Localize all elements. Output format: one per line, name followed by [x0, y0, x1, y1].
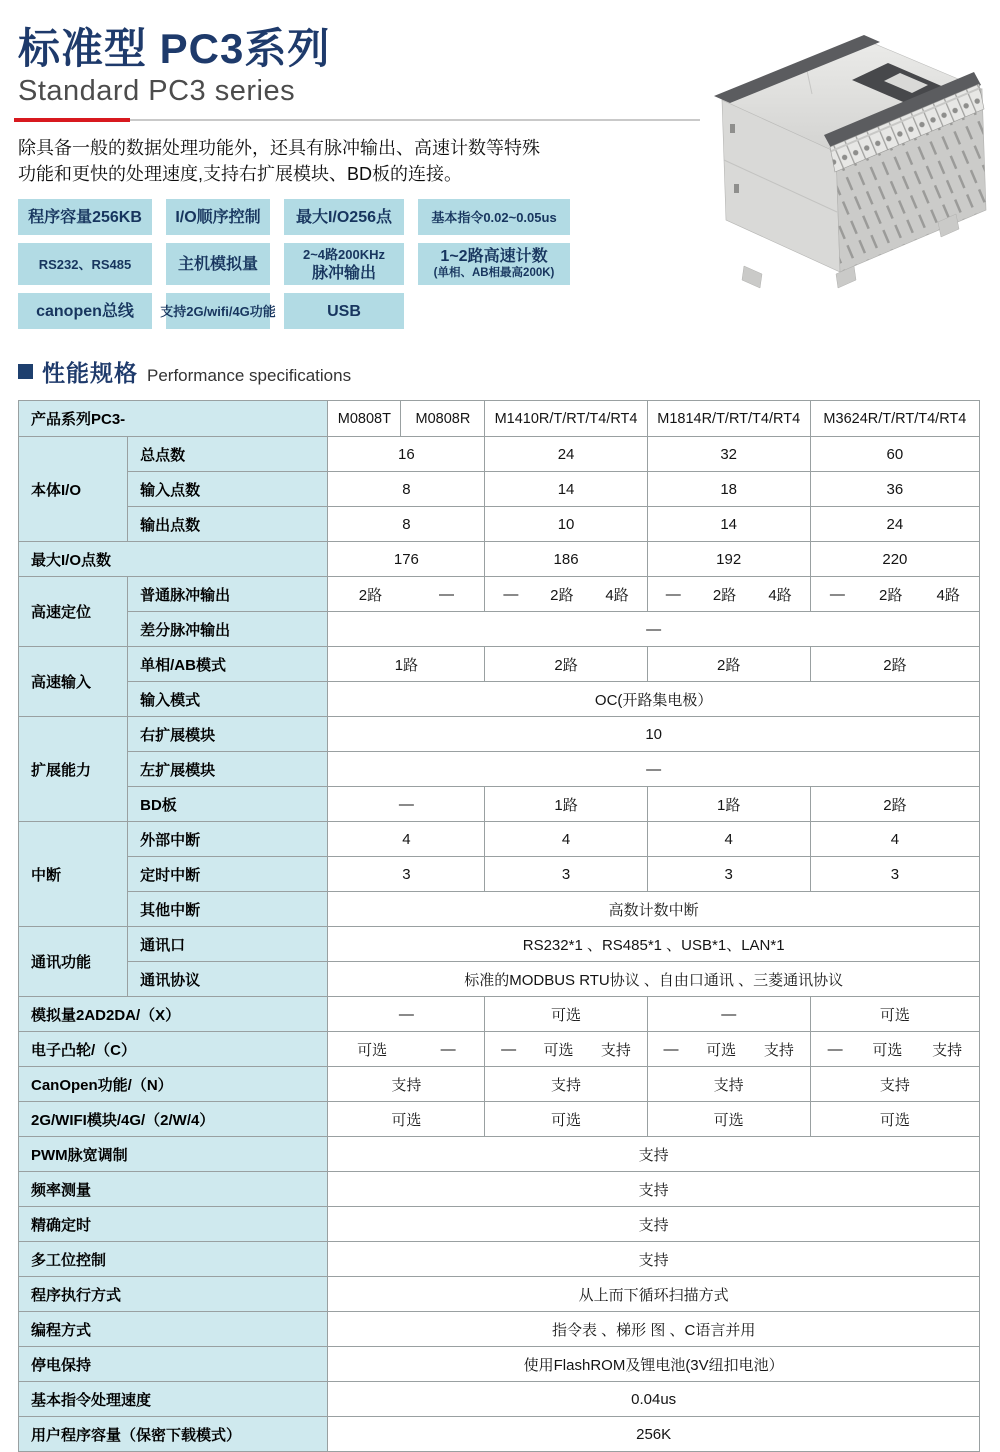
feature-badge-label: USB: [327, 302, 361, 320]
spec-value-cell: 从上而下循环扫描方式: [328, 1277, 980, 1312]
spec-value-cell: —: [647, 997, 810, 1032]
feature-badges: [18, 199, 593, 329]
spec-category-cell: 高速定位: [19, 577, 128, 647]
feature-badge: [160, 293, 276, 329]
spec-value-cell: 2路: [810, 647, 979, 682]
spec-value-cell: 支持: [328, 1242, 980, 1277]
spec-item-cell: 停电保持: [19, 1347, 328, 1382]
spec-item-cell: 单相/AB模式: [128, 647, 328, 682]
feature-badge-label: RS232、RS485: [38, 256, 132, 272]
spec-value-cell: 8: [328, 507, 485, 542]
section-title-en: Performance specifications: [147, 366, 352, 385]
spec-row: [19, 1242, 980, 1277]
feature-badge-label: I/O顺序控制: [175, 208, 261, 226]
spec-item-cell: 模拟量2AD2DA/（X）: [19, 997, 328, 1032]
product-description-line1: 除具备一般的数据处理功能外，还具有脉冲输出、高速计数等特殊: [18, 138, 540, 158]
spec-item-cell: 输出点数: [128, 507, 328, 542]
spec-category-cell: 本体I/O: [19, 437, 128, 542]
spec-row: [19, 612, 980, 647]
spec-value-cell: [810, 1032, 979, 1067]
spec-sub-value: 可选: [872, 1041, 903, 1059]
spec-sub-value: —: [503, 585, 519, 603]
spec-item-cell: 最大I/O点数: [19, 542, 328, 577]
feature-badge-label: 基本指令0.02~0.05us: [431, 209, 557, 225]
spec-model-cell: M0808T: [328, 401, 401, 437]
feature-badge: [166, 243, 270, 285]
spec-sub-value: 可选: [706, 1041, 737, 1059]
spec-value-cell: [328, 1032, 485, 1067]
spec-row: [19, 507, 980, 542]
spec-sub-value: 支持: [600, 1041, 631, 1059]
spec-sub-value: 2路: [879, 586, 903, 604]
spec-value-cell: 4: [328, 822, 485, 857]
spec-sub-value: —: [663, 1040, 679, 1058]
spec-value-cell: 支持: [328, 1207, 980, 1242]
feature-badge: [166, 199, 270, 235]
spec-category-cell: 扩展能力: [19, 717, 128, 822]
spec-value-cell: 192: [647, 542, 810, 577]
spec-item-cell: 程序执行方式: [19, 1277, 328, 1312]
spec-row: [19, 1347, 980, 1382]
spec-item-cell: 用户程序容量（保密下载模式）: [19, 1417, 328, 1452]
spec-value-cell: —: [328, 787, 485, 822]
feature-badge-label: 1~2路高速计数: [440, 248, 548, 265]
spec-row: [19, 857, 980, 892]
spec-row: [19, 1137, 980, 1172]
feature-badge-label: 程序容量256KB: [28, 208, 142, 226]
spec-sub-value: —: [440, 1040, 456, 1058]
spec-item-cell: 通讯协议: [128, 962, 328, 997]
spec-item-cell: 2G/WIFI模块/4G/（2/W/4）: [19, 1102, 328, 1137]
spec-value-cell: 支持: [328, 1067, 485, 1102]
spec-value-cell: 4: [485, 822, 647, 857]
spec-item-cell: 多工位控制: [19, 1242, 328, 1277]
spec-value-cell: 使用FlashROM及锂电池(3V纽扣电池）: [328, 1347, 980, 1382]
feature-badge-label: 最大I/O256点: [295, 208, 393, 226]
spec-value-cell: 8: [328, 472, 485, 507]
spec-row: [19, 577, 980, 612]
feature-badge-label: (单相、AB相最高200K): [433, 267, 555, 279]
spec-row: [19, 1277, 980, 1312]
spec-row: [19, 1032, 980, 1067]
spec-row: [19, 892, 980, 927]
spec-value-cell: 2路: [647, 647, 810, 682]
spec-row: [19, 437, 980, 472]
spec-value-cell: [647, 1032, 810, 1067]
spec-value-cell: 可选: [810, 1102, 979, 1137]
spec-row: [19, 787, 980, 822]
spec-value-cell: 60: [810, 437, 979, 472]
spec-item-cell: 差分脉冲输出: [128, 612, 328, 647]
feature-badge: [18, 293, 152, 329]
feature-badge-label: 主机模拟量: [177, 255, 258, 273]
spec-sub-value: 可选: [543, 1041, 574, 1059]
spec-sub-value: —: [665, 585, 681, 603]
spec-item-cell: 外部中断: [128, 822, 328, 857]
spec-value-cell: 186: [485, 542, 647, 577]
spec-item-cell: CanOpen功能/（N）: [19, 1067, 328, 1102]
badge-row: [18, 293, 593, 329]
spec-value-cell: 16: [328, 437, 485, 472]
spec-sub-value: —: [438, 585, 454, 603]
spec-sub-value: 2路: [358, 586, 383, 604]
spec-model-cell: M1410R/T/RT/T4/RT4: [485, 401, 647, 437]
spec-value-cell: 可选: [328, 1102, 485, 1137]
spec-table: [18, 400, 980, 1452]
spec-row: [19, 997, 980, 1032]
spec-value-cell: 可选: [647, 1102, 810, 1137]
spec-value-cell: 176: [328, 542, 485, 577]
spec-value-cell: 支持: [647, 1067, 810, 1102]
spec-row: [19, 1312, 980, 1347]
spec-value-cell: 标准的MODBUS RTU协议 、自由口通讯 、三菱通讯协议: [328, 962, 980, 997]
spec-value-cell: OC(开路集电极）: [328, 682, 980, 717]
spec-header-row: [19, 401, 980, 437]
spec-category-cell: 中断: [19, 822, 128, 927]
feature-badge: [284, 199, 404, 235]
spec-row: [19, 752, 980, 787]
spec-value-cell: 2路: [485, 647, 647, 682]
spec-sub-value: —: [827, 1040, 843, 1058]
spec-value-cell: [485, 577, 647, 612]
spec-row: [19, 962, 980, 997]
spec-row: [19, 472, 980, 507]
spec-row: [19, 717, 980, 752]
spec-item-cell: 右扩展模块: [128, 717, 328, 752]
spec-value-cell: 3: [810, 857, 979, 892]
spec-value-cell: [647, 577, 810, 612]
spec-row: [19, 647, 980, 682]
spec-item-cell: PWM脉宽调制: [19, 1137, 328, 1172]
spec-item-cell: 精确定时: [19, 1207, 328, 1242]
page-title: 标准型 PC3系列: [18, 25, 331, 72]
spec-item-cell: BD板: [128, 787, 328, 822]
spec-value-cell: 0.04us: [328, 1382, 980, 1417]
spec-value-cell: 3: [328, 857, 485, 892]
spec-sub-value: 2路: [550, 586, 574, 604]
spec-value-cell: [328, 577, 485, 612]
spec-value-cell: 高数计数中断: [328, 892, 980, 927]
spec-model-cell: M3624R/T/RT/T4/RT4: [810, 401, 979, 437]
spec-value-cell: 24: [485, 437, 647, 472]
feature-badge-label: 支持2G/wifi/4G功能: [160, 303, 276, 319]
spec-row: [19, 822, 980, 857]
spec-model-cell: M0808R: [401, 401, 485, 437]
spec-value-cell: 3: [485, 857, 647, 892]
spec-sub-value: 4路: [936, 586, 960, 604]
spec-value-cell: 32: [647, 437, 810, 472]
spec-row: [19, 927, 980, 962]
spec-sub-value: 2路: [712, 586, 737, 604]
spec-value-cell: 指令表 、梯形 图 、C语言并用: [328, 1312, 980, 1347]
spec-item-cell: 基本指令处理速度: [19, 1382, 328, 1417]
spec-value-cell: 支持: [810, 1067, 979, 1102]
spec-value-cell: 支持: [485, 1067, 647, 1102]
feature-badge: [18, 199, 152, 235]
spec-row: [19, 1067, 980, 1102]
feature-badge: [418, 243, 570, 285]
spec-value-cell: 可选: [485, 997, 647, 1032]
spec-value-cell: 1路: [328, 647, 485, 682]
spec-value-cell: 10: [485, 507, 647, 542]
spec-item-cell: 总点数: [128, 437, 328, 472]
spec-value-cell: 1路: [647, 787, 810, 822]
spec-value-cell: 2路: [810, 787, 979, 822]
plc-product-photo-svg: [686, 14, 996, 346]
section-title-zh: 性能规格: [42, 360, 138, 386]
spec-item-cell: 输入点数: [128, 472, 328, 507]
spec-item-cell: 电子凸轮/（C）: [19, 1032, 328, 1067]
spec-category-cell: 通讯功能: [19, 927, 128, 997]
spec-value-cell: 10: [328, 717, 980, 752]
spec-item-cell: 左扩展模块: [128, 752, 328, 787]
spec-value-cell: 可选: [810, 997, 979, 1032]
spec-item-cell: 普通脉冲输出: [128, 577, 328, 612]
spec-value-cell: —: [328, 997, 485, 1032]
product-description: [18, 135, 618, 187]
spec-row: [19, 1207, 980, 1242]
spec-sub-value: —: [501, 1040, 517, 1058]
feature-badge-label: 脉冲输出: [311, 265, 376, 282]
spec-row: [19, 542, 980, 577]
feature-badge-label: 2~4路200KHz: [302, 247, 386, 262]
spec-row: [19, 1172, 980, 1207]
spec-item-cell: 频率测量: [19, 1172, 328, 1207]
spec-item-cell: 通讯口: [128, 927, 328, 962]
feature-badge: [18, 243, 152, 285]
spec-value-cell: 14: [485, 472, 647, 507]
spec-category-cell: 高速输入: [19, 647, 128, 717]
spec-sub-value: 支持: [763, 1041, 794, 1059]
feature-badge: [284, 293, 404, 329]
badge-row: [18, 199, 593, 235]
spec-value-cell: —: [328, 612, 980, 647]
title-rule-red-segment: [14, 118, 130, 122]
spec-value-cell: 1路: [485, 787, 647, 822]
spec-value-cell: 36: [810, 472, 979, 507]
feature-badge: [284, 243, 404, 285]
spec-value-cell: 3: [647, 857, 810, 892]
spec-value-cell: 支持: [328, 1172, 980, 1207]
spec-value-cell: 18: [647, 472, 810, 507]
title-rule: [18, 118, 700, 122]
section-bullet-square-icon: [18, 364, 33, 379]
feature-badge: [418, 199, 570, 235]
spec-value-cell: RS232*1 、RS485*1 、USB*1、LAN*1: [328, 927, 980, 962]
spec-sub-value: 可选: [357, 1041, 388, 1059]
spec-item-cell: 其他中断: [128, 892, 328, 927]
spec-row: [19, 682, 980, 717]
spec-value-cell: 256K: [328, 1417, 980, 1452]
spec-model-cell: M1814R/T/RT/T4/RT4: [647, 401, 810, 437]
spec-value-cell: 可选: [485, 1102, 647, 1137]
spec-sub-value: 4路: [768, 586, 792, 604]
spec-item-cell: 定时中断: [128, 857, 328, 892]
spec-value-cell: 220: [810, 542, 979, 577]
spec-value-cell: 4: [647, 822, 810, 857]
plc-product-photo: [686, 14, 996, 346]
spec-row: [19, 1382, 980, 1417]
spec-item-cell: 编程方式: [19, 1312, 328, 1347]
product-description-line2: 功能和更快的处理速度,支持右扩展模块、BD板的连接。: [18, 164, 463, 184]
spec-value-cell: —: [328, 752, 980, 787]
badge-row: [18, 243, 593, 285]
title-rule-gray-segment: [130, 119, 700, 121]
spec-value-cell: [485, 1032, 647, 1067]
spec-value-cell: 4: [810, 822, 979, 857]
spec-row: [19, 1102, 980, 1137]
spec-sub-value: 支持: [932, 1041, 963, 1059]
section-header: [18, 355, 1000, 388]
spec-value-cell: [810, 577, 979, 612]
spec-header-series-cell: 产品系列PC3-: [19, 401, 328, 437]
spec-value-cell: 支持: [328, 1137, 980, 1172]
spec-sub-value: 4路: [605, 586, 629, 604]
spec-sub-value: —: [829, 585, 845, 603]
page-subtitle: Standard PC3 series: [18, 75, 296, 107]
spec-item-cell: 输入模式: [128, 682, 328, 717]
feature-badge-label: canopen总线: [36, 302, 134, 320]
spec-value-cell: 14: [647, 507, 810, 542]
spec-value-cell: 24: [810, 507, 979, 542]
spec-row: [19, 1417, 980, 1452]
